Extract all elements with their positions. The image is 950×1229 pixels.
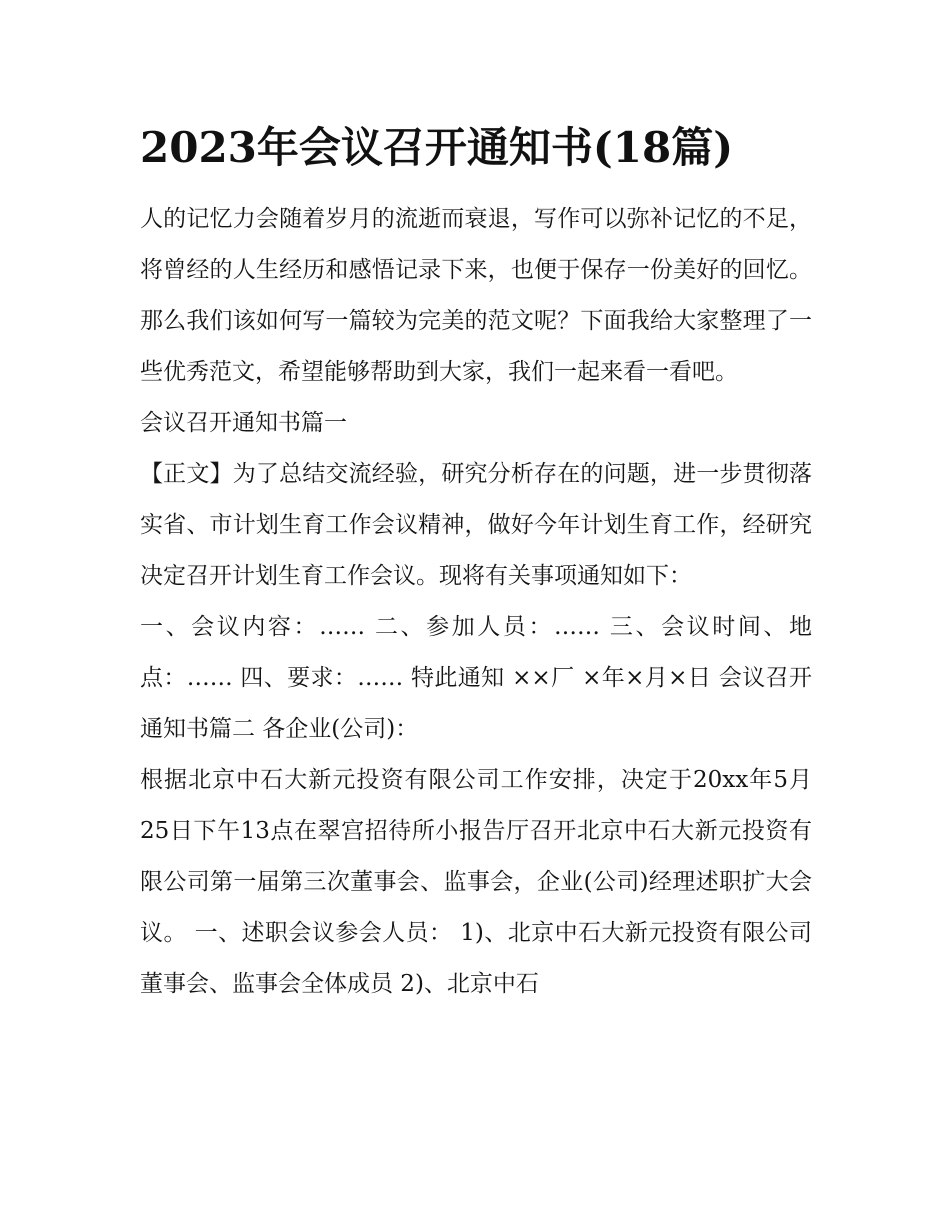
body-paragraph: 【正文】为了总结交流经验，研究分析存在的问题，进一步贯彻落实省、市计划生育工作会议精神，做好今年计划生育工作，经研究决定召开计划生育工作会议。现将有关事项通知如下： <box>140 461 812 589</box>
document-title: 2023年会议召开通知书(18篇) <box>140 123 734 172</box>
document-body <box>140 194 812 1010</box>
body-paragraph: 根据北京中石大新元投资有限公司工作安排，决定于20xx年5月25日下午13点在翠宫招待所小报告厅召开北京中石大新元投资有限公司第一届第三次董事会、监事会，企业(公司)经理述职扩大会议。 一、述职会议参会人员： 1)、北京中石大新元投资有限公司董事会、监事会全体成员 2)、北京中石 <box>140 767 812 997</box>
intro-paragraph: 人的记忆力会随着岁月的流逝而衰退，写作可以弥补记忆的不足，将曾经的人生经历和感悟记录下来，也便于保存一份美好的回忆。那么我们该如何写一篇较为完美的范文呢？下面我给大家整理了一些优秀范文，希望能够帮助到大家，我们一起来看一看吧。 <box>140 206 812 385</box>
body-paragraph: 一、会议内容：…… 二、参加人员：…… 三、会议时间、地点：…… 四、要求：…… 特此通知 ××厂 ×年×月×日 会议召开通知书篇二 各企业(公司)： <box>140 614 812 742</box>
section-heading-1: 会议召开通知书篇一 <box>140 410 347 436</box>
